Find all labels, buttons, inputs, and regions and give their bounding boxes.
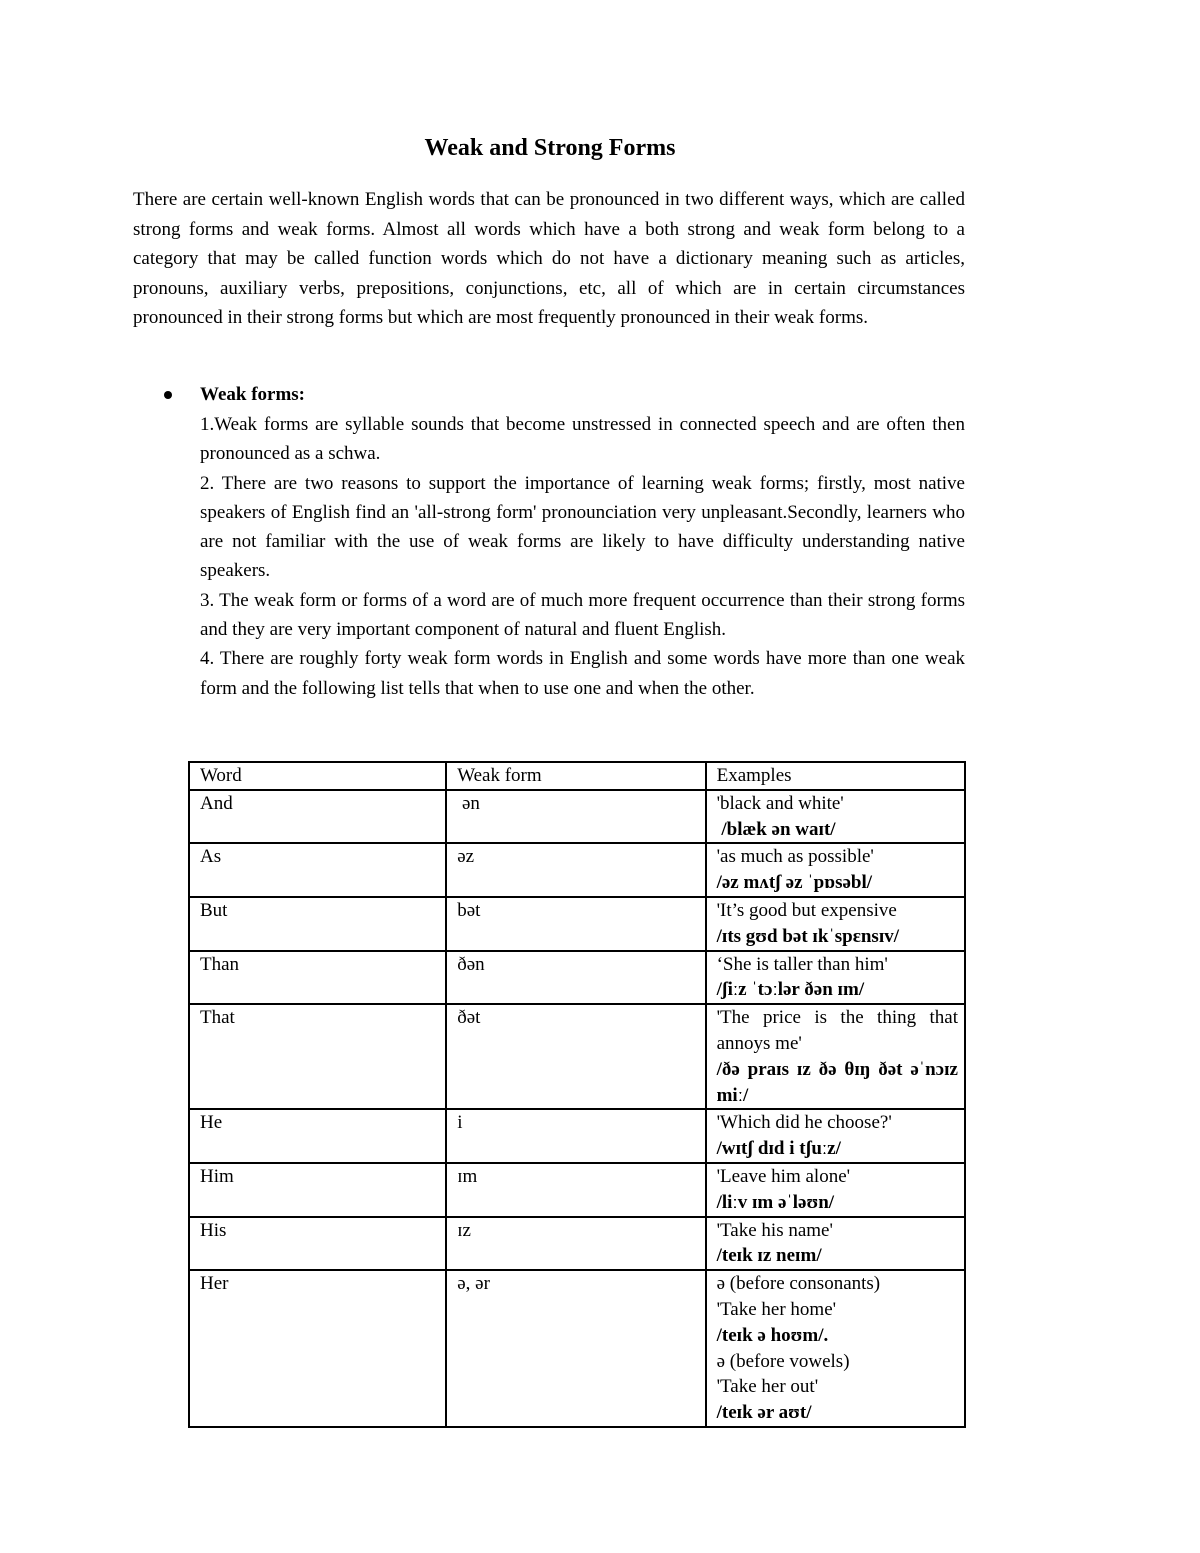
- example-text: 'It’s good but expensive: [716, 899, 897, 921]
- point-1: 1.Weak forms are syllable sounds that become unstressed in connected speech and are often then pronounced as a schwa.: [200, 414, 965, 465]
- table-header-row: [189, 762, 965, 790]
- cell-examples: [706, 1004, 965, 1109]
- example-text: 'black and white': [716, 792, 844, 814]
- example-text: 'Leave him alone': [716, 1165, 851, 1187]
- table-row: [189, 1217, 965, 1271]
- cell-word: Him: [189, 1163, 446, 1217]
- example-text: 'Take her out': [716, 1376, 819, 1398]
- weak-forms-heading-text: Weak forms:: [200, 384, 306, 405]
- cell-weak-form: ə, ər: [446, 1270, 705, 1427]
- example-ipa: /wɪtʃ dɪd i tʃuːz/: [716, 1138, 841, 1160]
- example-ipa: /teɪk ə hoʊm/.: [716, 1324, 829, 1346]
- cell-examples: [706, 897, 965, 951]
- header-examples: Examples: [706, 762, 965, 790]
- cell-examples: [706, 1217, 965, 1271]
- example-note: ə (before vowels): [716, 1350, 850, 1372]
- example-ipa: /əz mʌtʃ əz ˈpɒsəbl/: [716, 872, 873, 894]
- example-text: 'Take her home': [716, 1298, 837, 1320]
- cell-weak-form: ɪz: [446, 1217, 705, 1271]
- example-ipa: /teɪk ɪz neɪm/: [716, 1245, 822, 1267]
- table-row: [189, 1163, 965, 1217]
- table-row: [189, 790, 965, 844]
- weak-forms-section: [160, 380, 965, 703]
- example-text: 'as much as possible': [716, 846, 874, 868]
- example-ipa: /teɪk ər aʊt/: [716, 1402, 812, 1424]
- example-text: 'Take his name': [716, 1219, 833, 1241]
- cell-word: He: [189, 1109, 446, 1163]
- point-4: 4. There are roughly forty weak form words in English and some words have more than one weak form and the following list tells that when to use one and when the other.: [200, 648, 965, 699]
- cell-weak-form: bət: [446, 897, 705, 951]
- cell-examples: [706, 1109, 965, 1163]
- cell-weak-form: ðən: [446, 951, 705, 1005]
- table-row: [189, 897, 965, 951]
- cell-word: Her: [189, 1270, 446, 1427]
- cell-weak-form: ən: [446, 790, 705, 844]
- page-title: Weak and Strong Forms: [424, 135, 676, 161]
- example-note: ə (before consonants): [716, 1273, 881, 1295]
- point-2: 2. There are two reasons to support the importance of learning weak forms; firstly, most native speakers of English find an 'all-strong form' pronounciation very unpleasant.Secondly, learners who are not familiar with the use of weak forms are likely to have difficulty understanding native speakers.: [200, 472, 965, 582]
- weak-forms-table: [188, 761, 966, 1428]
- table-row: [189, 951, 965, 1005]
- cell-examples: [706, 1270, 965, 1427]
- weak-forms-points: [160, 410, 965, 703]
- example-text: 'The price is the thing that annoys me': [716, 1007, 958, 1054]
- cell-examples: [706, 951, 965, 1005]
- cell-examples: [706, 843, 965, 897]
- cell-word: And: [189, 790, 446, 844]
- table-row: [189, 843, 965, 897]
- example-text: 'Which did he choose?': [716, 1112, 892, 1134]
- header-weak-form: Weak form: [446, 762, 705, 790]
- header-word: Word: [189, 762, 446, 790]
- example-ipa: /ʃiːz ˈtɔːlər ðən ɪm/: [716, 979, 865, 1001]
- point-3: 3. The weak form or forms of a word are of much more frequent occurrence than their strong forms and they are very important component of natural and fluent English.: [200, 589, 965, 641]
- example-ipa: /blæk ən waɪt/: [716, 818, 836, 840]
- cell-word: Than: [189, 951, 446, 1005]
- example-ipa: /ɪts gʊd bət ɪkˈspɛnsɪv/: [716, 925, 900, 947]
- cell-weak-form: i: [446, 1109, 705, 1163]
- cell-examples: [706, 790, 965, 844]
- example-ipa: /liːv ɪm əˈləʊn/: [716, 1191, 835, 1213]
- table-row: [189, 1004, 965, 1109]
- example-ipa: /ðə praɪs ɪz ðə θɪŋ ðət əˈnɔɪz miː/: [716, 1058, 958, 1106]
- cell-weak-form: əz: [446, 843, 705, 897]
- cell-weak-form: ðət: [446, 1004, 705, 1109]
- table-row: [189, 1109, 965, 1163]
- cell-weak-form: ɪm: [446, 1163, 705, 1217]
- weak-forms-heading: [160, 380, 965, 410]
- cell-word: That: [189, 1004, 446, 1109]
- cell-word: His: [189, 1217, 446, 1271]
- intro-paragraph: There are certain well-known English words that can be pronounced in two different ways, which are called strong forms and weak forms. Almost all words which have a both strong and weak form belong to a category that may be called function words which do not have a dictionary meaning such as articles, pronouns, auxiliary verbs, prepositions, conjunctions, etc, all of which are in certain circumstances pronounced in their strong forms but which are most frequently pronounced in their weak forms.: [133, 189, 965, 328]
- example-text: ‘She is taller than him': [716, 953, 888, 975]
- table-row: [189, 1270, 965, 1427]
- cell-word: As: [189, 843, 446, 897]
- cell-word: But: [189, 897, 446, 951]
- cell-examples: [706, 1163, 965, 1217]
- bullet-icon: [164, 391, 172, 399]
